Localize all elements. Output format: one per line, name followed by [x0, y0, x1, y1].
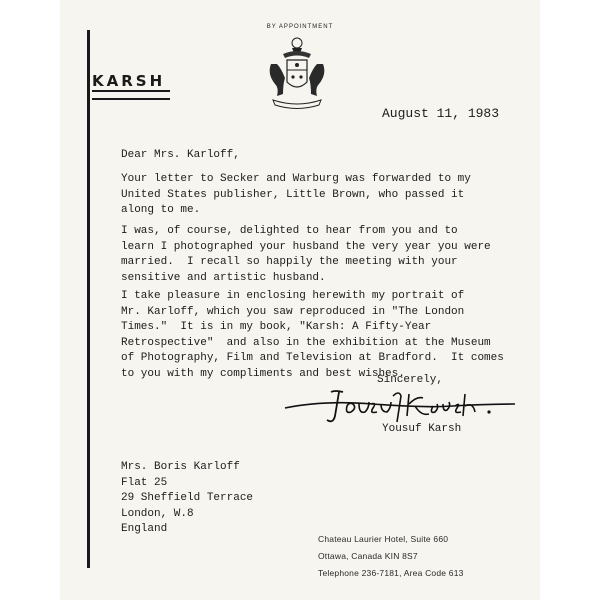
letterhead-footer-address: Chateau Laurier Hotel, Suite 660 Ottawa, Canada KIN 8S7 Telephone 236-7181, Area Code 613 [318, 534, 464, 578]
body-paragraph: I was, of course, delighted to hear from you and to learn I photographed your husband the very year you were married. I recall so happily the meeting with your sensitive and artistic husband. [121, 225, 491, 284]
by-appointment-text: BY APPOINTMENT [266, 24, 334, 30]
salutation: Dear Mrs. Karloff, [121, 149, 240, 161]
closing: Sincerely, [377, 374, 444, 386]
recipient-address: Mrs. Boris Karloff Flat 25 29 Sheffield Terrace London, W.8 England [121, 461, 254, 536]
letterhead-brand-underline [92, 90, 170, 100]
body-paragraph: I take pleasure in enclosing herewith my portrait of Mr. Karloff, which you saw reproduced in "The London Times." It is in my book, "Karsh: A Fifty-Year Retrospective" and also in the exhibition at the Museum of Photography, Film and Television at Bradford. It comes to you with my compliments and best wishes. [121, 290, 504, 380]
signer-name: Yousuf Karsh [382, 423, 462, 435]
letterhead-vertical-rule [87, 30, 90, 568]
letterhead-brand: KARSH [92, 72, 166, 90]
letter-date: August 11, 1983 [382, 106, 500, 121]
coat-of-arms-icon [263, 34, 331, 110]
body-paragraph: Your letter to Secker and Warburg was forwarded to my United States publisher, Little Brown, who passed it along to me. [121, 173, 471, 217]
